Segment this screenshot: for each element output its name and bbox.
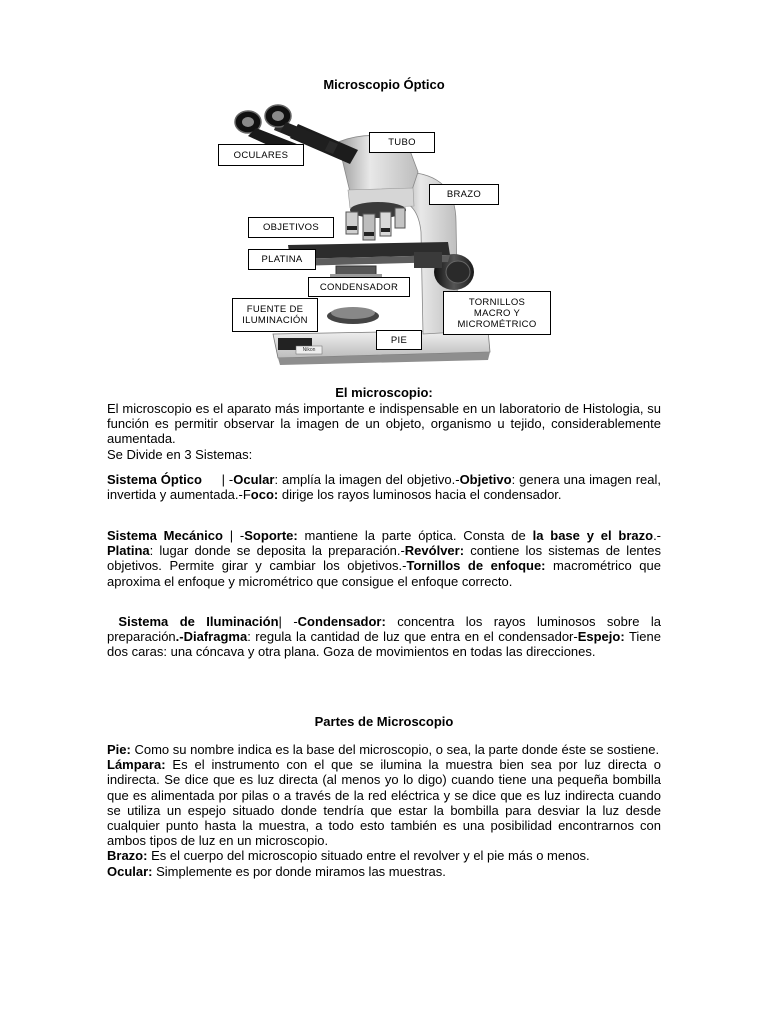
desc-diafragma: : regula la cantidad de luz que entra en el condensador- — [247, 629, 578, 645]
term-diafragma: .-Diafragma — [175, 629, 248, 645]
sistema-iluminacion-paragraph — [107, 614, 661, 660]
desc-soporte: mantiene la parte óptica. Consta de — [297, 528, 533, 543]
desc-foco: dirige los rayos luminosos hacia el condensador. — [278, 487, 562, 503]
sistema-mecanico-paragraph — [107, 528, 661, 589]
label-oculares: OCULARES — [218, 144, 304, 166]
label-condensador: CONDENSADOR — [308, 277, 410, 297]
list-item — [107, 757, 661, 848]
desc-condensador: concentra los rayos luminosos sobre la preparación — [107, 614, 661, 645]
label-tornillos — [443, 291, 551, 335]
desc-lampara: Es el instrumento con el que se ilumina la muestra bien sea por luz directa o indirecta. Se dice que es luz directa (al menos yo lo digo) cuando tiene una pequeña bombilla que es alimentada por pilas o a través de la red eléctrica y se dice que es luz indirecta cuando se utiliza un espejo situado donde tendría que estar la bombilla para desviar la luz desde cualquier punto hasta la muestra, a todo esto también es una posibilidad encontrarnos con ambos tipos de luz en un microscopio. — [107, 757, 661, 849]
desc-revolver: contiene los sistemas de lentes objetivos. Permite girar y cambiar los objetivos.- — [107, 543, 661, 574]
desc-ocular: : amplía la imagen del objetivo.- — [274, 472, 460, 487]
list-item — [107, 742, 661, 757]
microscope-figure — [218, 102, 552, 374]
sistema-optico-sep: | - — [201, 472, 234, 487]
list-item — [107, 864, 661, 879]
intro-block — [107, 401, 661, 462]
desc-objetivo: : genera una imagen real, invertida y aumentada.-F — [107, 472, 661, 503]
divide-line: Se Divide en 3 Sistemas: — [107, 446, 253, 462]
sistema-optico-paragraph — [107, 472, 661, 502]
label-fuente-line2: ILUMINACIÓN — [242, 315, 308, 326]
term-platina: Platina — [107, 543, 150, 559]
label-tornillos-line3: MICROMÉTRICO — [457, 318, 537, 330]
desc-espejo: Tiene dos caras: una cóncava y otra plana. Goza de movimientos en todas las direcciones. — [107, 629, 661, 660]
sistema-mecanico-sep: | - — [222, 528, 245, 543]
desc-base-brazo: .- — [653, 528, 662, 543]
section-heading-microscopio: El microscopio: — [335, 385, 433, 400]
sistema-optico-name: Sistema Óptico — [107, 472, 202, 487]
brand-logo: Nikon — [302, 347, 316, 353]
term-base-brazo: la base y el brazo — [532, 528, 654, 543]
sistema-iluminacion-name: Sistema de Iluminación — [107, 614, 279, 629]
term-revolver: Revólver: — [404, 543, 465, 559]
desc-tornillos: macrométrico que aproxima el enfoque y micrométrico que consigue el enfoque correcto. — [107, 558, 661, 589]
label-tornillos-line1: TORNILLOS — [468, 296, 526, 308]
desc-platina: : lugar donde se deposita la preparación.- — [149, 543, 405, 559]
term-tornillos: Tornillos de enfoque: — [406, 558, 546, 574]
term-pie: Pie: — [107, 742, 131, 757]
partes-list — [107, 742, 661, 879]
label-objetivos: OBJETIVOS — [248, 217, 334, 238]
label-tornillos-line2: MACRO Y — [473, 307, 521, 319]
desc-brazo: Es el cuerpo del microscopio situado entre el revolver y el pie más o menos. — [147, 848, 590, 864]
desc-ocular-part: Simplemente es por donde miramos las muestras. — [152, 863, 446, 879]
label-fuente-iluminacion — [232, 298, 318, 332]
label-platina: PLATINA — [248, 249, 316, 270]
term-espejo: Espejo: — [577, 629, 625, 645]
term-soporte: Soporte: — [244, 528, 298, 543]
list-item — [107, 848, 661, 863]
section-heading-partes: Partes de Microscopio — [314, 714, 454, 729]
label-brazo: BRAZO — [429, 184, 499, 205]
desc-pie: Como su nombre indica es la base del microscopio, o sea, la parte donde éste se sostiene. — [130, 742, 660, 757]
label-fuente-line1: FUENTE DE — [246, 304, 304, 315]
term-condensador: Condensador: — [297, 614, 386, 629]
sistema-mecanico-name: Sistema Mecánico — [107, 528, 223, 543]
term-lampara: Lámpara: — [107, 757, 166, 773]
label-pie: PIE — [376, 330, 422, 350]
page-title: Microscopio Óptico — [323, 77, 445, 92]
term-objetivo: Objetivo — [459, 472, 512, 487]
term-foco: oco: — [250, 487, 279, 503]
intro-paragraph: El microscopio es el aparato más importante e indispensable en un laboratorio de Histologia, su función es permitir observar la imagen de un objeto, organismo u tejido, considerablemente aumentada. — [107, 401, 661, 447]
term-ocular-part: Ocular: — [107, 863, 153, 879]
term-brazo: Brazo: — [107, 848, 148, 864]
label-tubo: TUBO — [369, 132, 435, 153]
term-ocular: Ocular — [233, 472, 275, 487]
sistema-iluminacion-sep: | - — [278, 614, 298, 629]
